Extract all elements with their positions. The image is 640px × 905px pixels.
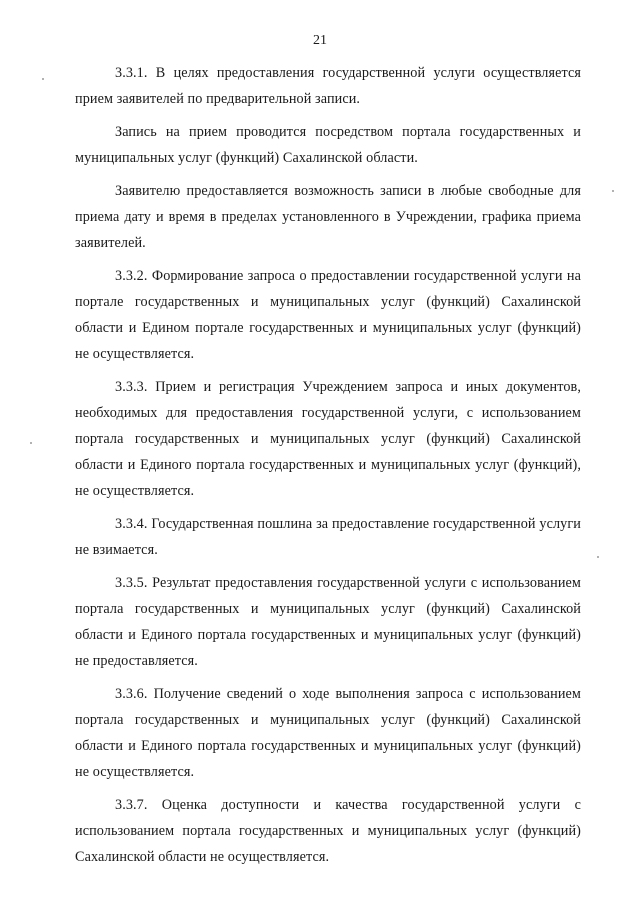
- paragraph-3-3-1: 3.3.1. В целях предоставления государственной услуги осуществляется прием заявителей по предварительной записи.: [75, 65, 581, 107]
- scan-speck: [597, 556, 599, 558]
- paragraph-appointment-time: Заявителю предоставляется возможность записи в любые свободные для приема дату и время в пределах установленного в Учреждении, графика приема заявителей.: [75, 183, 581, 251]
- paragraph-3-3-5: 3.3.5. Результат предоставления государственной услуги с использованием портала государственных и муниципальных услуг (функций) Сахалинской области и Единого портала государственных и муниципальных услуг (функций) не предоставляется.: [75, 575, 581, 669]
- paragraph-3-3-3: 3.3.3. Прием и регистрация Учреждением запроса и иных документов, необходимых для предоставления государственной услуги, с использованием портала государственных и муниципальных услуг (функций) Сахалинской области и Единого портала государственных и муниципальных услуг (функций), не осуществляется.: [75, 379, 581, 499]
- paragraph-3-3-4: 3.3.4. Государственная пошлина за предоставление государственной услуги не взимается.: [75, 516, 581, 558]
- paragraph-3-3-2: 3.3.2. Формирование запроса о предоставлении государственной услуги на портале государственных и муниципальных услуг (функций) Сахалинской области и Едином портале государственных и муниципальных услуг (функций) не осуществляется.: [75, 268, 581, 362]
- paragraph-3-3-7: 3.3.7. Оценка доступности и качества государственной услуги с использованием портала государственных и муниципальных услуг (функций) Сахалинской области не осуществляется.: [75, 797, 581, 865]
- paragraph-appointment-portal: Запись на прием проводится посредством портала государственных и муниципальных услуг (функций) Сахалинской области.: [75, 124, 581, 166]
- scan-speck: [612, 190, 614, 192]
- page-number: 21: [313, 33, 327, 48]
- paragraph-3-3-6: 3.3.6. Получение сведений о ходе выполнения запроса с использованием портала государственных и муниципальных услуг (функций) Сахалинской области и Единого портала государственных и муниципальных услуг (функций) не осуществляется.: [75, 686, 581, 780]
- scan-speck: [30, 442, 32, 444]
- scan-speck: [42, 78, 44, 80]
- document-body: [75, 60, 581, 877]
